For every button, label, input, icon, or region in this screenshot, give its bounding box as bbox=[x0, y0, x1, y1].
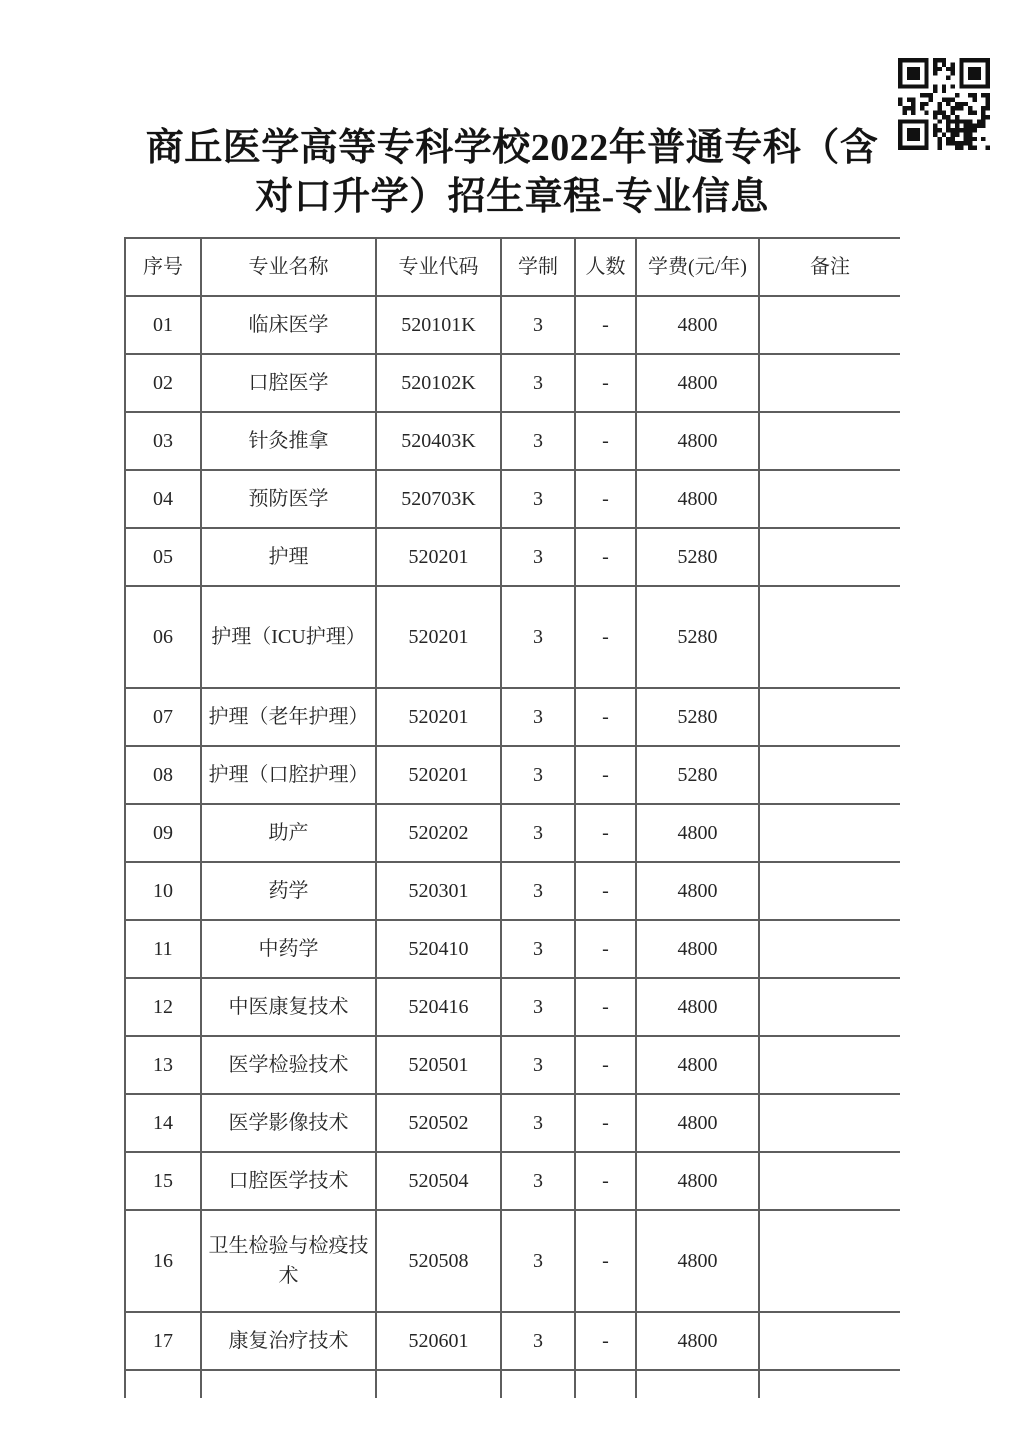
cell-code: 520301 bbox=[376, 862, 501, 920]
cell-remark bbox=[759, 1152, 900, 1210]
cell-no: 02 bbox=[125, 354, 201, 412]
cell-tuition: 5280 bbox=[636, 688, 759, 746]
table-row bbox=[125, 1210, 900, 1312]
cell-duration: 3 bbox=[501, 354, 575, 412]
table-row bbox=[125, 412, 900, 470]
table-row bbox=[125, 688, 900, 746]
cell-remark bbox=[759, 746, 900, 804]
cell-remark bbox=[759, 296, 900, 354]
cell-major: 临床医学 bbox=[201, 296, 376, 354]
cell-tuition: 4800 bbox=[636, 804, 759, 862]
cell-code: 520201 bbox=[376, 586, 501, 688]
cell-tuition: 5280 bbox=[636, 528, 759, 586]
cell-tuition: 4800 bbox=[636, 412, 759, 470]
cell-count: - bbox=[575, 1094, 636, 1152]
table-row bbox=[125, 296, 900, 354]
cell-no: 15 bbox=[125, 1152, 201, 1210]
cell-no: 05 bbox=[125, 528, 201, 586]
cell-empty bbox=[575, 1370, 636, 1398]
cell-duration: 3 bbox=[501, 1210, 575, 1312]
cell-major: 针灸推拿 bbox=[201, 412, 376, 470]
cell-remark bbox=[759, 528, 900, 586]
cell-count: - bbox=[575, 1152, 636, 1210]
cell-major: 药学 bbox=[201, 862, 376, 920]
cell-duration: 3 bbox=[501, 412, 575, 470]
cell-remark bbox=[759, 1036, 900, 1094]
cell-code: 520403K bbox=[376, 412, 501, 470]
cell-count: - bbox=[575, 688, 636, 746]
cell-duration: 3 bbox=[501, 862, 575, 920]
cell-empty bbox=[201, 1370, 376, 1398]
cell-tuition: 4800 bbox=[636, 1210, 759, 1312]
cell-tuition: 4800 bbox=[636, 862, 759, 920]
table-row-partial bbox=[125, 1370, 900, 1398]
cell-remark bbox=[759, 1094, 900, 1152]
cell-no: 16 bbox=[125, 1210, 201, 1312]
cell-major: 卫生检验与检疫技术 bbox=[201, 1210, 376, 1312]
cell-no: 06 bbox=[125, 586, 201, 688]
cell-major: 中医康复技术 bbox=[201, 978, 376, 1036]
cell-duration: 3 bbox=[501, 586, 575, 688]
cell-remark bbox=[759, 470, 900, 528]
cell-remark bbox=[759, 862, 900, 920]
cell-major: 口腔医学 bbox=[201, 354, 376, 412]
cell-code: 520601 bbox=[376, 1312, 501, 1370]
cell-tuition: 5280 bbox=[636, 586, 759, 688]
cell-code: 520501 bbox=[376, 1036, 501, 1094]
cell-major: 康复治疗技术 bbox=[201, 1312, 376, 1370]
cell-tuition: 4800 bbox=[636, 470, 759, 528]
cell-tuition: 4800 bbox=[636, 978, 759, 1036]
cell-code: 520102K bbox=[376, 354, 501, 412]
cell-no: 07 bbox=[125, 688, 201, 746]
cell-no: 08 bbox=[125, 746, 201, 804]
cell-remark bbox=[759, 412, 900, 470]
cell-count: - bbox=[575, 586, 636, 688]
cell-code: 520202 bbox=[376, 804, 501, 862]
column-header-duration: 学制 bbox=[501, 238, 575, 296]
majors-table-container bbox=[124, 237, 900, 1398]
cell-count: - bbox=[575, 1210, 636, 1312]
cell-count: - bbox=[575, 920, 636, 978]
cell-empty bbox=[376, 1370, 501, 1398]
cell-no: 13 bbox=[125, 1036, 201, 1094]
column-header-count: 人数 bbox=[575, 238, 636, 296]
cell-tuition: 4800 bbox=[636, 1312, 759, 1370]
cell-duration: 3 bbox=[501, 528, 575, 586]
cell-code: 520502 bbox=[376, 1094, 501, 1152]
cell-no: 12 bbox=[125, 978, 201, 1036]
cell-code: 520201 bbox=[376, 528, 501, 586]
cell-count: - bbox=[575, 746, 636, 804]
cell-code: 520201 bbox=[376, 688, 501, 746]
cell-duration: 3 bbox=[501, 296, 575, 354]
table-row bbox=[125, 1312, 900, 1370]
cell-empty bbox=[759, 1370, 900, 1398]
cell-remark bbox=[759, 1312, 900, 1370]
cell-no: 11 bbox=[125, 920, 201, 978]
cell-duration: 3 bbox=[501, 1036, 575, 1094]
cell-code: 520416 bbox=[376, 978, 501, 1036]
cell-major: 口腔医学技术 bbox=[201, 1152, 376, 1210]
cell-remark bbox=[759, 586, 900, 688]
table-header-row bbox=[125, 238, 900, 296]
cell-code: 520703K bbox=[376, 470, 501, 528]
cell-major: 护理 bbox=[201, 528, 376, 586]
cell-major: 中药学 bbox=[201, 920, 376, 978]
cell-count: - bbox=[575, 412, 636, 470]
cell-empty bbox=[501, 1370, 575, 1398]
column-header-remark: 备注 bbox=[759, 238, 900, 296]
title-line-1: 商丘医学高等专科学校2022年普通专科（含 bbox=[145, 127, 879, 169]
cell-tuition: 4800 bbox=[636, 1152, 759, 1210]
column-header-major: 专业名称 bbox=[201, 238, 376, 296]
cell-major: 助产 bbox=[201, 804, 376, 862]
cell-code: 520410 bbox=[376, 920, 501, 978]
cell-code: 520201 bbox=[376, 746, 501, 804]
cell-duration: 3 bbox=[501, 978, 575, 1036]
cell-no: 01 bbox=[125, 296, 201, 354]
table-row bbox=[125, 1036, 900, 1094]
cell-duration: 3 bbox=[501, 920, 575, 978]
cell-remark bbox=[759, 804, 900, 862]
cell-duration: 3 bbox=[501, 1312, 575, 1370]
cell-remark bbox=[759, 688, 900, 746]
cell-count: - bbox=[575, 296, 636, 354]
cell-major: 护理（口腔护理） bbox=[201, 746, 376, 804]
table-row bbox=[125, 746, 900, 804]
cell-duration: 3 bbox=[501, 688, 575, 746]
cell-major: 医学检验技术 bbox=[201, 1036, 376, 1094]
cell-code: 520101K bbox=[376, 296, 501, 354]
cell-tuition: 4800 bbox=[636, 1036, 759, 1094]
cell-tuition: 4800 bbox=[636, 354, 759, 412]
cell-major: 护理（ICU护理） bbox=[201, 586, 376, 688]
table-row bbox=[125, 586, 900, 688]
table-row bbox=[125, 528, 900, 586]
cell-major: 医学影像技术 bbox=[201, 1094, 376, 1152]
majors-table bbox=[124, 237, 900, 1398]
cell-major: 预防医学 bbox=[201, 470, 376, 528]
cell-no: 14 bbox=[125, 1094, 201, 1152]
cell-duration: 3 bbox=[501, 1094, 575, 1152]
cell-tuition: 4800 bbox=[636, 920, 759, 978]
cell-duration: 3 bbox=[501, 804, 575, 862]
cell-tuition: 4800 bbox=[636, 1094, 759, 1152]
table-row bbox=[125, 470, 900, 528]
page-title bbox=[0, 124, 1024, 222]
cell-empty bbox=[125, 1370, 201, 1398]
cell-count: - bbox=[575, 862, 636, 920]
cell-tuition: 4800 bbox=[636, 296, 759, 354]
column-header-tuition: 学费(元/年) bbox=[636, 238, 759, 296]
cell-count: - bbox=[575, 978, 636, 1036]
column-header-no: 序号 bbox=[125, 238, 201, 296]
cell-tuition: 5280 bbox=[636, 746, 759, 804]
cell-remark bbox=[759, 920, 900, 978]
cell-code: 520508 bbox=[376, 1210, 501, 1312]
cell-major: 护理（老年护理） bbox=[201, 688, 376, 746]
cell-count: - bbox=[575, 470, 636, 528]
cell-empty bbox=[636, 1370, 759, 1398]
cell-count: - bbox=[575, 1312, 636, 1370]
column-header-code: 专业代码 bbox=[376, 238, 501, 296]
cell-remark bbox=[759, 1210, 900, 1312]
table-row bbox=[125, 978, 900, 1036]
table-row bbox=[125, 804, 900, 862]
cell-no: 10 bbox=[125, 862, 201, 920]
cell-no: 09 bbox=[125, 804, 201, 862]
cell-code: 520504 bbox=[376, 1152, 501, 1210]
cell-no: 17 bbox=[125, 1312, 201, 1370]
table-row bbox=[125, 862, 900, 920]
table-row bbox=[125, 1152, 900, 1210]
cell-no: 03 bbox=[125, 412, 201, 470]
cell-duration: 3 bbox=[501, 1152, 575, 1210]
cell-count: - bbox=[575, 528, 636, 586]
table-row bbox=[125, 920, 900, 978]
cell-count: - bbox=[575, 804, 636, 862]
cell-duration: 3 bbox=[501, 470, 575, 528]
cell-count: - bbox=[575, 354, 636, 412]
cell-remark bbox=[759, 978, 900, 1036]
table-body bbox=[125, 296, 900, 1398]
cell-remark bbox=[759, 354, 900, 412]
table-row bbox=[125, 354, 900, 412]
cell-count: - bbox=[575, 1036, 636, 1094]
title-line-2: 对口升学）招生章程-专业信息 bbox=[255, 176, 769, 218]
cell-duration: 3 bbox=[501, 746, 575, 804]
cell-no: 04 bbox=[125, 470, 201, 528]
table-row bbox=[125, 1094, 900, 1152]
